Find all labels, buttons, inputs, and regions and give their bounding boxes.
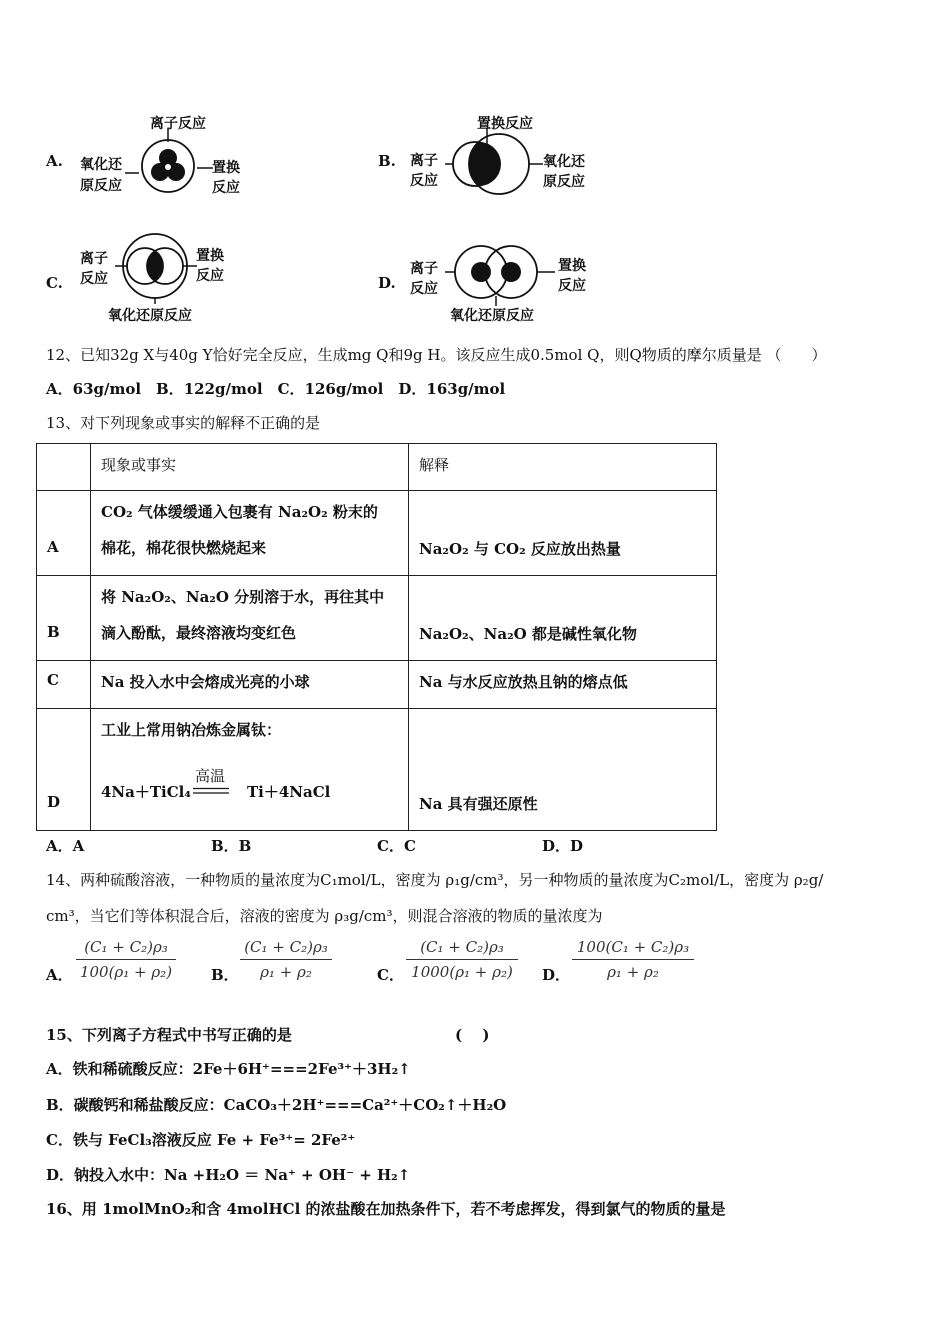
table-row bbox=[37, 661, 717, 709]
table-cell: Na₂O₂、Na₂O 都是碱性氧化物 bbox=[409, 576, 717, 661]
diagram-label: 原反应 bbox=[543, 174, 585, 190]
fraction: (C₁ + C₂)ρ₃ ρ₁ + ρ₂ bbox=[240, 938, 332, 981]
table-cell: CO₂ 气体缓缓通入包裹有 Na₂O₂ 粉末的 棉花，棉花很快燃烧起来 bbox=[91, 491, 409, 576]
q15-option-d: D．钠投入水中：Na +H₂O ＝ Na⁺ + OH⁻ + H₂↑ bbox=[46, 1166, 411, 1184]
table-header-cell bbox=[37, 444, 91, 491]
diagram-label: 氧化还原反应 bbox=[450, 308, 534, 324]
diagram-label: 离子 bbox=[410, 153, 438, 169]
venn-diagram-d bbox=[445, 240, 557, 306]
q13-answer-a: A．A bbox=[46, 837, 85, 855]
q13-answer-b: B．B bbox=[211, 837, 252, 855]
q14-stem-line1: 14、两种硫酸溶液，一种物质的量浓度为C₁mol/L，密度为 ρ₁g/cm³，另一种物质的量浓度为C₂mol/L，密度为 ρ₂g/ bbox=[46, 871, 824, 889]
diagram-label: 反应 bbox=[410, 173, 438, 189]
q15-option-a: A．铁和稀硫酸反应：2Fe＋6H⁺===2Fe³⁺＋3H₂↑ bbox=[46, 1060, 411, 1078]
diagram-label: 反应 bbox=[196, 268, 224, 284]
option-label: C. bbox=[46, 274, 63, 292]
option-label: B. bbox=[378, 152, 396, 170]
diagram-label: 反应 bbox=[80, 271, 108, 287]
option-label: D. bbox=[378, 274, 396, 292]
table-row bbox=[37, 709, 717, 831]
diagram-label: 置换反应 bbox=[477, 116, 533, 132]
fraction: (C₁ + C₂)ρ₃ 100(ρ₁ + ρ₂) bbox=[76, 938, 176, 981]
q15-option-c: C．铁与 FeCl₃溶液反应 Fe + Fe³⁺= 2Fe²⁺ bbox=[46, 1131, 356, 1149]
table-cell: D bbox=[37, 709, 91, 831]
q12-stem: 12、已知32g X与40g Y恰好完全反应，生成mg Q和9g H。该反应生成0.5mol Q，则Q物质的摩尔质量是 （ ） bbox=[46, 346, 827, 364]
q12-options: A．63g/mol B．122g/mol C．126g/mol D．163g/mol bbox=[46, 380, 506, 398]
q14-stem-line2: cm³，当它们等体积混合后，溶液的密度为 ρ₃g/cm³，则混合溶液的物质的量浓度为 bbox=[46, 907, 603, 925]
option-label: A. bbox=[46, 152, 63, 170]
diagram-label: 氧化还 bbox=[80, 157, 122, 173]
q13-answer-d: D．D bbox=[542, 837, 584, 855]
table-row bbox=[37, 491, 717, 576]
diagram-label: 置换 bbox=[212, 160, 240, 176]
diagram-label: 置换 bbox=[558, 258, 586, 274]
q13-stem: 13、对下列现象或事实的解释不正确的是 bbox=[46, 414, 321, 432]
q13-table bbox=[36, 443, 717, 831]
diagram-label: 反应 bbox=[558, 278, 586, 294]
diagram-label: 氧化还 bbox=[543, 154, 585, 170]
table-row bbox=[37, 576, 717, 661]
table-header-cell: 解释 bbox=[409, 444, 717, 491]
table-cell: B bbox=[37, 576, 91, 661]
table-cell: A bbox=[37, 491, 91, 576]
diagram-label: 氧化还原反应 bbox=[108, 308, 192, 324]
table-cell: Na 投入水中会熔成光亮的小球 bbox=[91, 661, 409, 709]
q16-stem: 16、用 1molMnO₂和含 4molHCl 的浓盐酸在加热条件下，若不考虑挥发，得到氯气的物质的量是 bbox=[46, 1200, 726, 1218]
fraction: (C₁ + C₂)ρ₃ 1000(ρ₁ + ρ₂) bbox=[406, 938, 518, 981]
reaction-condition: 高温 bbox=[195, 767, 226, 785]
table-cell: 将 Na₂O₂、Na₂O 分别溶于水，再往其中 滴入酚酞，最终溶液均变红色 bbox=[91, 576, 409, 661]
venn-diagram-c bbox=[115, 232, 205, 304]
diagram-label: 反应 bbox=[212, 180, 240, 196]
diagram-label: 离子反应 bbox=[150, 116, 206, 132]
q13-answer-c: C．C bbox=[377, 837, 416, 855]
fraction: 100(C₁ + C₂)ρ₃ ρ₁ + ρ₂ bbox=[572, 938, 694, 981]
table-cell: C bbox=[37, 661, 91, 709]
diagram-label: 离子 bbox=[80, 251, 108, 267]
diagram-label: 离子 bbox=[410, 261, 438, 277]
q15-stem: 15、下列离子方程式中书写正确的是 bbox=[46, 1026, 292, 1044]
diagram-label: 原反应 bbox=[80, 178, 122, 194]
venn-diagram-a bbox=[125, 128, 215, 193]
table-cell: Na₂O₂ 与 CO₂ 反应放出热量 bbox=[409, 491, 717, 576]
table-header-row bbox=[37, 444, 717, 491]
q15-option-b: B．碳酸钙和稀盐酸反应：CaCO₃＋2H⁺===Ca²⁺＋CO₂↑＋H₂O bbox=[46, 1096, 507, 1114]
table-cell: Na 与水反应放热且钠的熔点低 bbox=[409, 661, 717, 709]
venn-diagram-b bbox=[445, 128, 545, 196]
diagram-label: 置换 bbox=[196, 248, 224, 264]
q15-paren: ( ) bbox=[455, 1026, 490, 1044]
table-header-cell: 现象或事实 bbox=[91, 444, 409, 491]
diagram-label: 反应 bbox=[410, 281, 438, 297]
equal-sign-icon bbox=[191, 787, 231, 795]
table-cell: Na 具有强还原性 bbox=[409, 709, 717, 831]
table-cell: 工业上常用钠冶炼金属钛： 4Na＋TiCl₄ 高温 Ti＋4NaCl bbox=[91, 709, 409, 831]
